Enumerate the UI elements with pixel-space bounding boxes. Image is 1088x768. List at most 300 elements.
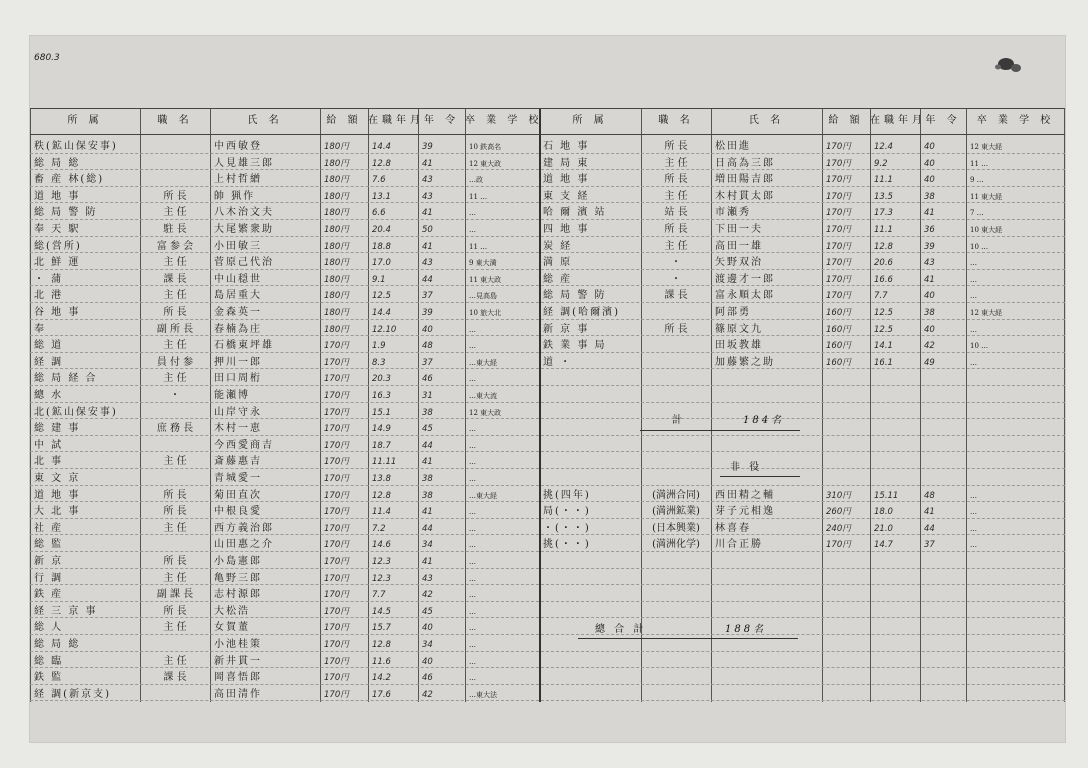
left-table-cell-5: 42 — [422, 590, 433, 601]
left-table-cell-6: 10 旅大北 — [469, 309, 502, 317]
left-table-row — [30, 636, 1065, 654]
right-table-cell-3: 160円 — [826, 308, 851, 318]
left-table-cell-2: 中山穏世 — [214, 273, 262, 285]
left-table-cell-0: 鉄 産 — [34, 589, 64, 601]
left-table-cell-4: 7.2 — [372, 523, 386, 534]
right-table-cell-1: 主 任 — [664, 240, 688, 252]
left-table-cell-4: 14.4 — [372, 308, 391, 318]
right-table-cell-5: 49 — [924, 357, 935, 368]
left-table-cell-5: 44 — [422, 440, 433, 451]
left-table-cell-0: 総 局 経 合 — [34, 373, 98, 385]
right-table-cell-2: 加藤繁之助 — [715, 356, 775, 368]
left-table-row — [30, 570, 1065, 588]
left-header-5: 年 令 — [423, 115, 460, 126]
left-table-row — [30, 437, 1065, 455]
total-value: 188名 — [725, 624, 767, 635]
left-table-cell-1: 駐 長 — [163, 224, 187, 235]
left-table-cell-4: 14.6 — [372, 540, 391, 551]
left-table-cell-2: 高田清作 — [214, 688, 262, 700]
left-table-cell-5: 37 — [422, 357, 433, 368]
left-table-cell-4: 15.1 — [372, 407, 391, 418]
right-table-cell-4: 9.2 — [874, 158, 888, 169]
left-table-cell-2: 小池桂策 — [214, 639, 262, 650]
left-table-cell-3: 170円 — [324, 440, 349, 451]
left-table-cell-3: 170円 — [324, 490, 349, 501]
left-table-cell-2: 中根良愛 — [214, 506, 262, 518]
left-table-cell-4: 20.3 — [372, 374, 391, 385]
left-table-cell-2: 大松浩 — [214, 605, 250, 617]
left-table-cell-0: 北 鮮 運 — [34, 257, 81, 269]
left-table-cell-6: … — [469, 591, 476, 600]
extra-table-cell-5: 44 — [924, 523, 935, 534]
left-table-cell-6: … — [469, 524, 476, 533]
left-table-cell-5: 45 — [422, 424, 433, 435]
left-table-cell-3: 180円 — [324, 258, 349, 269]
right-table-cell-6: … — [970, 325, 977, 334]
left-table-cell-5: 41 — [422, 158, 433, 169]
right-table-cell-3: 170円 — [826, 208, 851, 219]
reference-number: 680.3 — [34, 53, 60, 63]
left-table-cell-5: 45 — [422, 606, 433, 617]
left-table-cell-3: 180円 — [324, 308, 349, 318]
left-table-cell-5: 43 — [422, 573, 433, 584]
left-table-cell-0: 新 京 — [34, 556, 64, 567]
left-table-cell-2: 新井貫一 — [214, 655, 262, 667]
left-table-cell-3: 170円 — [324, 656, 349, 667]
left-table-cell-3: 170円 — [324, 357, 349, 368]
left-table-cell-1: 主 任 — [163, 257, 187, 269]
left-table-cell-0: 総 建 事 — [34, 423, 81, 435]
right-table-cell-0: 新 京 事 — [543, 323, 590, 335]
right-table-row — [30, 271, 1065, 289]
right-table-cell-6: … — [970, 275, 977, 284]
left-table-cell-1 — [144, 470, 206, 488]
left-table-cell-0: 大 北 事 — [34, 506, 81, 518]
left-table-cell-2: 小島憲郎 — [214, 556, 262, 567]
left-table-cell-3: 180円 — [324, 324, 349, 335]
left-table-cell-0: 谷 地 事 — [34, 307, 81, 318]
right-table-cell-1: ・ — [671, 273, 681, 285]
left-table-cell-4: 6.6 — [372, 208, 386, 219]
left-header-2: 氏 名 — [247, 115, 283, 126]
right-table-cell-2: 増田陽吉郎 — [715, 174, 775, 186]
left-table-cell-3: 170円 — [324, 623, 349, 634]
left-table-cell-6: … — [469, 475, 476, 483]
left-table-cell-1: 所 長 — [163, 489, 187, 501]
left-table-cell-3: 170円 — [324, 507, 349, 518]
left-table-cell-6: 12 東大政 — [469, 159, 502, 168]
left-table-row — [30, 586, 1065, 604]
right-table-cell-3: 170円 — [826, 158, 851, 169]
right-table-row — [30, 171, 1065, 189]
left-table-cell-3: 170円 — [324, 606, 349, 617]
left-table-cell-6: … — [469, 641, 476, 649]
left-table-cell-6: … — [469, 558, 476, 566]
left-table-cell-3: 170円 — [324, 640, 349, 650]
left-table-cell-0: 奉 — [34, 323, 46, 335]
left-table-cell-4: 12.8 — [372, 158, 391, 169]
left-table-cell-6: … — [469, 607, 476, 616]
right-header-1: 職 名 — [658, 115, 694, 126]
right-table-cell-6: … — [970, 259, 977, 268]
left-table-cell-4: 7.7 — [372, 590, 386, 601]
left-table-cell-1: 主 任 — [163, 622, 187, 634]
right-table-cell-4: 11.1 — [874, 225, 893, 235]
left-table-cell-0: 総(営所) — [34, 240, 82, 252]
left-table-cell-4: 15.7 — [372, 623, 391, 634]
right-table-cell-1: 主 任 — [664, 157, 688, 169]
right-table-cell-1: ・ — [671, 257, 681, 269]
left-table-cell-3: 170円 — [324, 573, 349, 584]
left-table-cell-5: 40 — [422, 656, 433, 667]
left-table-cell-3: 180円 — [324, 241, 349, 252]
right-header-5: 年 令 — [925, 115, 961, 126]
left-table-cell-6: 11 東大政 — [469, 275, 502, 284]
left-table-cell-4: 9.1 — [372, 274, 386, 285]
left-table-cell-6: … — [469, 441, 476, 450]
left-table-cell-2: 今西愛商吉 — [214, 439, 274, 451]
left-table-cell-2: 春楠為庄 — [214, 323, 262, 335]
right-table-row — [30, 321, 1065, 339]
left-table-cell-1: 所 長 — [163, 605, 187, 617]
left-table-cell-3: 180円 — [324, 142, 349, 152]
extra-table-cell-2: 芽子元相逸 — [715, 506, 775, 518]
right-table-cell-0: 道 地 事 — [543, 174, 590, 186]
left-table-cell-2: 中西敏登 — [214, 141, 262, 152]
left-table-cell-4: 18.8 — [372, 241, 391, 252]
right-table-cell-3: 170円 — [826, 142, 851, 152]
left-table-cell-2: 山岸守永 — [214, 406, 262, 418]
right-table-cell-4: 13.5 — [874, 191, 893, 202]
extra-table-cell-5: 48 — [924, 490, 935, 501]
left-table-cell-6: … — [469, 508, 476, 517]
left-table-cell-4: 16.3 — [372, 391, 391, 401]
extra-table-cell-0: ・(・・) — [543, 522, 591, 534]
right-table-cell-2: 富永順太郎 — [715, 290, 775, 302]
left-table-cell-0: 経 調(新京支) — [34, 688, 111, 700]
right-table-cell-0: 四 地 事 — [543, 224, 590, 235]
right-table-cell-5: 41 — [924, 208, 935, 219]
right-table-cell-6: 10 東大経 — [970, 226, 1003, 234]
left-table-cell-3: 180円 — [324, 191, 349, 202]
left-table-cell-3: 180円 — [324, 291, 349, 302]
right-table-cell-4: 14.1 — [874, 341, 893, 352]
left-table-cell-0: 總 水 — [34, 390, 64, 401]
left-table-cell-5: 44 — [422, 523, 433, 534]
extra-table-cell-3: 260円 — [826, 507, 851, 518]
left-table-cell-6: … — [469, 657, 476, 666]
left-table-cell-0: 経 調 — [34, 356, 64, 368]
left-table-cell-2: 金森英一 — [214, 307, 262, 318]
right-table-cell-2: 矢野双治 — [715, 257, 763, 269]
left-table-cell-3: 180円 — [324, 225, 349, 235]
left-table-cell-0: 奉 天 駅 — [34, 224, 81, 235]
left-table-cell-6: 9 東大満 — [469, 259, 497, 268]
right-table-row — [30, 221, 1065, 239]
extra-table-cell-1: (満洲化学) — [652, 539, 700, 551]
left-table-cell-4: 12.8 — [372, 640, 391, 650]
left-table-cell-5: 41 — [422, 457, 433, 468]
right-table-cell-5: 40 — [924, 324, 935, 335]
right-table-cell-3: 170円 — [826, 291, 851, 302]
right-table-cell-3: 170円 — [826, 191, 851, 202]
left-table-cell-1: 所 長 — [163, 556, 187, 567]
right-table-cell-2: 松田進 — [715, 141, 751, 152]
left-table-cell-5: 43 — [422, 191, 433, 202]
left-table-cell-0: 北(鉱山保安事) — [34, 406, 118, 418]
left-table-cell-1: 課 長 — [163, 273, 187, 285]
extra-table-cell-5: 37 — [924, 540, 935, 551]
left-table-cell-1 — [144, 437, 206, 455]
left-table-cell-2: 能瀬博 — [214, 390, 250, 401]
right-table-row — [30, 304, 1065, 322]
left-table-cell-3: 170円 — [324, 374, 349, 385]
left-table-cell-6: … — [469, 574, 476, 583]
total-line — [578, 638, 798, 639]
left-table-row — [30, 453, 1065, 471]
right-table-cell-1: 所 長 — [664, 323, 688, 335]
left-table-cell-2: 八木治文夫 — [214, 207, 274, 219]
right-table-cell-4: 7.7 — [874, 291, 888, 302]
left-table-cell-6: …東大法 — [469, 690, 497, 699]
left-table-cell-3: 170円 — [324, 407, 349, 418]
left-table-cell-2: 山田惠之介 — [214, 539, 274, 551]
right-table-cell-1: 站 長 — [664, 207, 688, 219]
left-table-cell-4: 12.8 — [372, 490, 391, 501]
right-table-cell-2: 篠原文九 — [715, 323, 763, 335]
left-table-cell-1: 所 長 — [163, 307, 187, 318]
left-table-cell-5: 38 — [422, 474, 433, 484]
right-table-cell-2: 下田一夫 — [715, 224, 763, 235]
left-table-cell-4: 8.3 — [372, 357, 386, 368]
right-table-row — [30, 155, 1065, 173]
right-table-cell-5: 38 — [924, 191, 935, 202]
left-table-cell-5: 44 — [422, 274, 433, 285]
right-table-cell-6: 9 … — [970, 176, 984, 185]
right-table-cell-3: 170円 — [826, 274, 851, 285]
left-table-cell-5: 48 — [422, 341, 433, 352]
extra-table-row — [30, 520, 1065, 538]
left-table-cell-3: 170円 — [324, 557, 349, 567]
left-table-cell-6: …見高島 — [469, 292, 497, 301]
left-table-cell-2: 菅原己代治 — [214, 257, 274, 269]
right-table-cell-1: 主 任 — [664, 190, 688, 202]
left-table-cell-0: 総 局 警 防 — [34, 207, 98, 219]
right-table-cell-1: 所 長 — [664, 224, 688, 235]
left-table-cell-6: … — [469, 325, 476, 334]
left-table-cell-6: …政 — [469, 176, 483, 185]
left-table-row — [30, 420, 1065, 438]
left-table-row — [30, 619, 1065, 637]
right-table-row — [30, 287, 1065, 305]
left-table-cell-5: 40 — [422, 324, 433, 335]
extra-table-cell-1: (満洲合同) — [652, 489, 700, 501]
extra-table-cell-3: 310円 — [826, 490, 851, 501]
right-table-cell-3: 170円 — [826, 175, 851, 186]
right-table-cell-5: 40 — [924, 142, 935, 152]
left-table-cell-5: 38 — [422, 407, 433, 418]
left-table-cell-6: … — [469, 425, 476, 434]
right-table-cell-4: 12.4 — [874, 142, 893, 152]
left-table-row — [30, 370, 1065, 388]
right-table-row — [30, 254, 1065, 272]
right-table-cell-3: 160円 — [826, 357, 851, 368]
right-table-cell-5: 36 — [924, 225, 935, 235]
right-table-cell-3: 170円 — [826, 225, 851, 235]
right-table-cell-6: 10 … — [970, 342, 989, 351]
extra-table-cell-6: … — [970, 524, 977, 533]
left-table-cell-6: …東大経 — [469, 491, 497, 500]
left-table-cell-3: 170円 — [324, 590, 349, 601]
left-table-cell-4: 13.1 — [372, 191, 391, 202]
extra-table-cell-2: 川合正勝 — [715, 539, 763, 551]
left-table-cell-3: 170円 — [324, 540, 349, 551]
left-table-cell-6: … — [469, 209, 476, 218]
left-table-cell-4: 14.4 — [372, 142, 391, 152]
left-table-cell-6: … — [469, 226, 476, 234]
left-table-cell-4: 17.0 — [372, 258, 391, 269]
left-table-cell-6: 11 … — [469, 242, 488, 251]
left-header-3: 給 額 — [326, 115, 362, 126]
left-table-cell-3: 180円 — [324, 158, 349, 169]
left-table-cell-5: 43 — [422, 258, 433, 269]
left-header-0: 所 属 — [67, 115, 103, 126]
left-table-cell-3: 180円 — [324, 175, 349, 186]
left-table-cell-3: 170円 — [324, 341, 349, 352]
right-table-cell-5: 38 — [924, 308, 935, 318]
left-table-cell-4: 7.6 — [372, 175, 386, 186]
left-table-cell-1: 副 課 長 — [156, 589, 194, 601]
left-table-cell-2: 大尾繁衆助 — [214, 224, 274, 235]
left-table-cell-6: 12 東大政 — [469, 408, 502, 417]
left-table-cell-0: 北 港 — [34, 290, 64, 302]
left-table-cell-3: 170円 — [324, 689, 349, 700]
left-table-cell-0: 経 三 京 事 — [34, 605, 98, 617]
left-table-cell-1: 富 参 会 — [156, 240, 194, 252]
left-header-4: 在職年月 — [368, 115, 424, 126]
left-table-cell-2: 押川一郎 — [214, 356, 262, 368]
header-rule — [30, 134, 1065, 135]
left-table-cell-0: 総 臨 — [34, 655, 64, 667]
left-table-cell-2: 島居重大 — [214, 290, 262, 302]
right-table-row — [30, 188, 1065, 206]
left-table-cell-2: 田口周桁 — [214, 373, 262, 385]
left-table-cell-0: 総 監 — [34, 539, 64, 551]
left-table-cell-3: 170円 — [324, 474, 349, 484]
right-table-cell-5: 40 — [924, 158, 935, 169]
right-table-cell-3: 170円 — [826, 241, 851, 252]
left-table-cell-4: 11.6 — [372, 656, 391, 667]
extra-table-cell-3: 170円 — [826, 540, 851, 551]
right-table-cell-4: 12.8 — [874, 241, 893, 252]
left-table-cell-3: 170円 — [324, 391, 349, 401]
left-table-cell-6: … — [469, 375, 476, 384]
extra-table-cell-2: 西田精之輔 — [715, 489, 775, 501]
left-table-cell-6: 11 … — [469, 192, 488, 201]
right-header-0: 所 属 — [572, 115, 608, 126]
right-table-cell-3: 160円 — [826, 324, 851, 335]
extra-table-cell-6: … — [970, 491, 977, 500]
left-table-cell-3: 170円 — [324, 673, 349, 684]
left-table-cell-5: 41 — [422, 208, 433, 219]
left-table-cell-6: … — [469, 624, 476, 633]
right-table-cell-0: 石 地 事 — [543, 141, 590, 152]
right-table-cell-6: 10 … — [970, 242, 989, 251]
right-table-cell-2: 田坂教雄 — [715, 340, 763, 352]
right-table-cell-2: 市瀬秀 — [715, 207, 751, 219]
total-label: 總 合 計 — [595, 624, 647, 635]
left-table-cell-4: 11.11 — [372, 457, 397, 468]
ink-stain — [988, 48, 1030, 80]
right-table-cell-4: 12.5 — [874, 324, 893, 335]
left-table-cell-6: …東大流 — [469, 392, 497, 400]
left-table-cell-2: 西方義治郎 — [214, 522, 274, 534]
left-table-cell-0: 総 局 総 — [34, 157, 81, 169]
left-table-cell-6: … — [469, 674, 476, 683]
left-table-cell-5: 46 — [422, 673, 433, 684]
left-table-cell-4: 13.8 — [372, 474, 391, 484]
right-table-cell-0: 道 ・ — [543, 356, 573, 368]
extra-table-cell-2: 林喜春 — [715, 522, 751, 534]
right-table-cell-3: 160円 — [826, 341, 851, 352]
left-table-cell-1: 所 長 — [163, 506, 187, 518]
left-table-cell-4: 12.3 — [372, 557, 391, 567]
left-table-cell-1: 主 任 — [163, 572, 187, 584]
left-table-cell-1: 主 任 — [163, 290, 187, 302]
left-table-cell-4: 14.2 — [372, 673, 391, 684]
left-table-cell-5: 31 — [422, 391, 433, 401]
right-table-row — [30, 238, 1065, 256]
extra-table-cell-6: … — [970, 541, 977, 550]
right-table-cell-6: … — [970, 358, 977, 367]
left-table-cell-2: 小田敏三 — [214, 240, 262, 252]
left-header-1: 職 名 — [157, 115, 193, 126]
left-table-row — [30, 686, 1065, 704]
right-table-cell-4: 12.5 — [874, 308, 893, 318]
left-table-cell-1: 主 任 — [163, 207, 187, 219]
left-table-cell-1 — [144, 636, 206, 654]
right-table-cell-6: 12 東大経 — [970, 143, 1003, 151]
left-table-cell-5: 38 — [422, 490, 433, 501]
left-table-cell-0: 鉄 監 — [34, 672, 64, 684]
left-table-cell-0: 総 局 総 — [34, 639, 81, 650]
right-table-cell-5: 39 — [924, 241, 935, 252]
left-table-cell-1: ・ — [170, 390, 180, 401]
extra-table-cell-0: 挑(四年) — [543, 489, 591, 501]
left-table-cell-5: 43 — [422, 175, 433, 186]
extra-table-row — [30, 487, 1065, 505]
left-table-cell-3: 170円 — [324, 523, 349, 534]
left-table-cell-1: 員 付 参 — [156, 356, 194, 368]
right-table-cell-2: 高田一雄 — [715, 240, 763, 252]
personnel-ledger — [30, 108, 1065, 708]
right-table-cell-6: 11 … — [970, 159, 989, 168]
extra-table-cell-0: 挑(・・) — [543, 539, 591, 551]
right-table-cell-1: 所 長 — [664, 141, 688, 152]
subtotal-line — [640, 430, 800, 431]
left-table-cell-0: 社 産 — [34, 522, 64, 534]
left-table-cell-4: 14.5 — [372, 606, 391, 617]
left-table-cell-0: 総 人 — [34, 622, 64, 634]
left-table-cell-4: 1.9 — [372, 341, 386, 352]
left-table-cell-5: 41 — [422, 507, 433, 518]
left-table-cell-5: 46 — [422, 374, 433, 385]
left-table-cell-4: 12.5 — [372, 291, 391, 302]
left-table-cell-2: 志村源郎 — [214, 589, 262, 601]
left-table-cell-0: 道 地 事 — [34, 489, 81, 501]
left-table-cell-3: 180円 — [324, 274, 349, 285]
left-table-cell-1: 副 所 長 — [156, 323, 194, 335]
